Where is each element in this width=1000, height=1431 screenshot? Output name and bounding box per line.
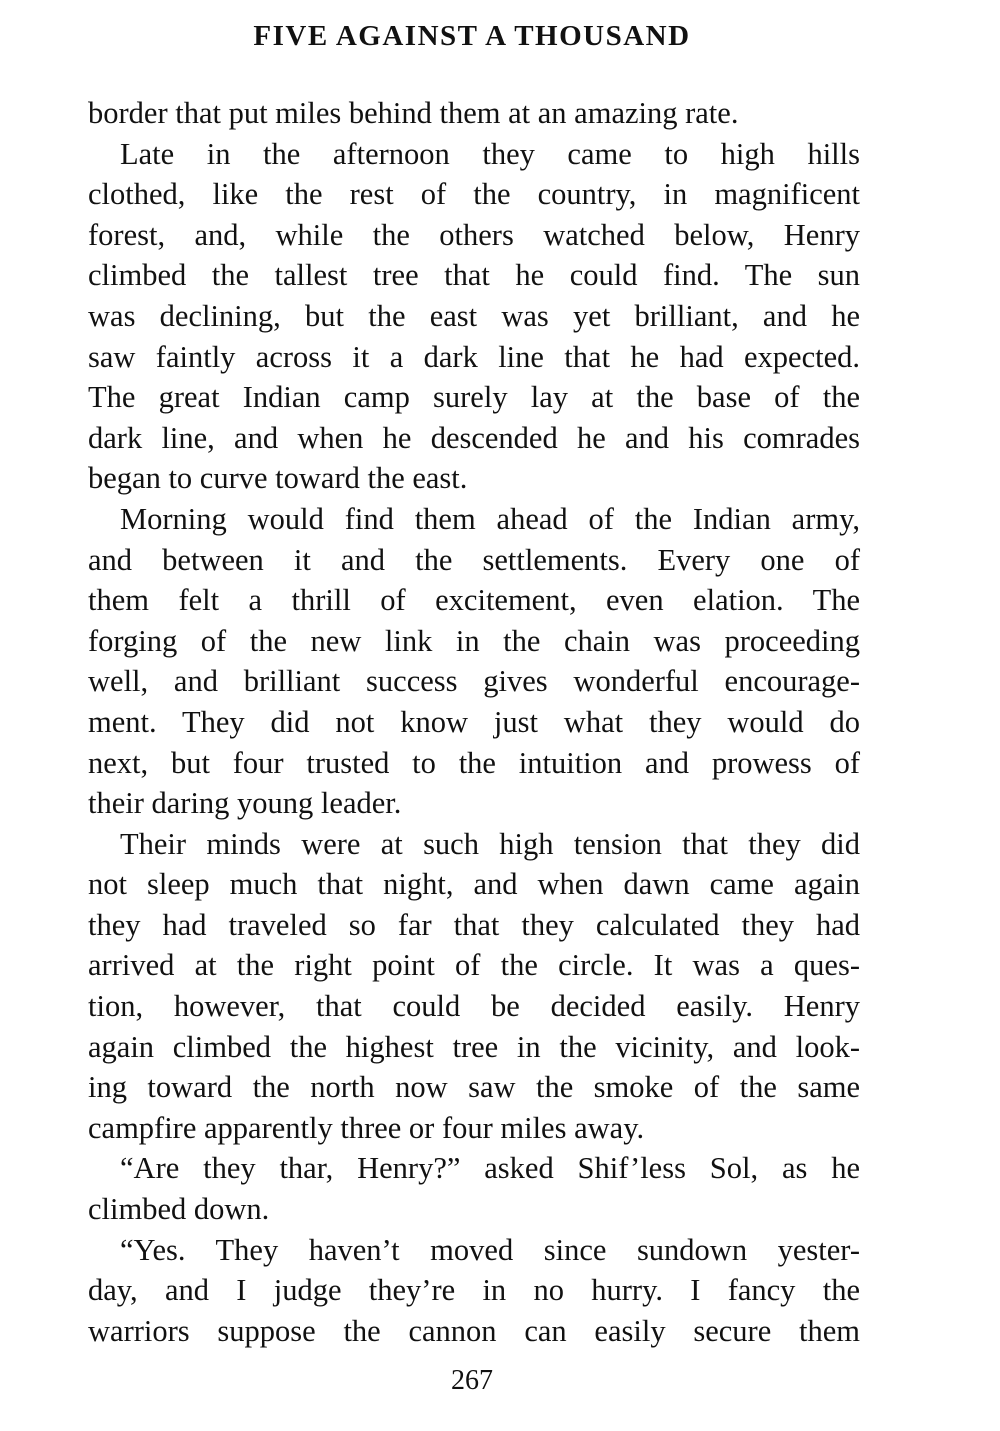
text-line: was declining, but the east was yet brilliant, and he — [88, 298, 860, 333]
text-line: their daring young leader. — [88, 786, 402, 821]
text-line: ing toward the north now saw the smoke of the same — [88, 1070, 860, 1105]
text-line: clothed, like the rest of the country, in magnificent — [88, 177, 860, 212]
body-text — [88, 93, 860, 1351]
text-line: Their minds were at such high tension that they did — [120, 826, 860, 861]
text-line: they had traveled so far that they calculated they had — [88, 907, 860, 942]
text-line: them felt a thrill of excitement, even elation. The — [88, 583, 860, 618]
text-line: and between it and the settlements. Every one of — [88, 542, 860, 577]
running-head: FIVE AGAINST A THOUSAND — [253, 20, 691, 52]
text-line: “Yes. They haven’t moved since sundown yester- — [120, 1232, 860, 1267]
text-line: Late in the afternoon they came to high hills — [120, 136, 860, 171]
text-line: Morning would find them ahead of the Indian army, — [120, 501, 860, 536]
text-line: warriors suppose the cannon can easily secure them — [88, 1313, 860, 1348]
page-number: 267 — [451, 1365, 493, 1396]
text-line: climbed the tallest tree that he could find. The sun — [88, 258, 860, 293]
text-line: began to curve toward the east. — [88, 461, 468, 496]
text-line: border that put miles behind them at an amazing rate. — [88, 96, 739, 130]
text-line: saw faintly across it a dark line that he had expected. — [88, 339, 860, 374]
text-line: well, and brilliant success gives wonderful encourage- — [88, 664, 860, 699]
text-line: climbed down. — [88, 1192, 270, 1227]
text-line: dark line, and when he descended he and his comrades — [88, 420, 860, 455]
text-line: not sleep much that night, and when dawn came again — [88, 867, 860, 902]
text-line: forging of the new link in the chain was proceeding — [88, 623, 860, 658]
text-line: arrived at the right point of the circle. It was a ques- — [88, 948, 860, 983]
text-line: The great Indian camp surely lay at the base of the — [88, 380, 860, 415]
text-line: day, and I judge they’re in no hurry. I fancy the — [88, 1273, 860, 1308]
text-line: again climbed the highest tree in the vicinity, and look- — [88, 1029, 860, 1064]
text-line: campfire apparently three or four miles away. — [88, 1110, 645, 1145]
text-line: forest, and, while the others watched below, Henry — [88, 217, 860, 252]
text-line: ment. They did not know just what they would do — [88, 704, 860, 739]
text-line: “Are they thar, Henry?” asked Shif’less Sol, as he — [120, 1151, 860, 1186]
text-line: next, but four trusted to the intuition and prowess of — [88, 745, 860, 780]
text-line: tion, however, that could be decided easily. Henry — [88, 989, 860, 1024]
